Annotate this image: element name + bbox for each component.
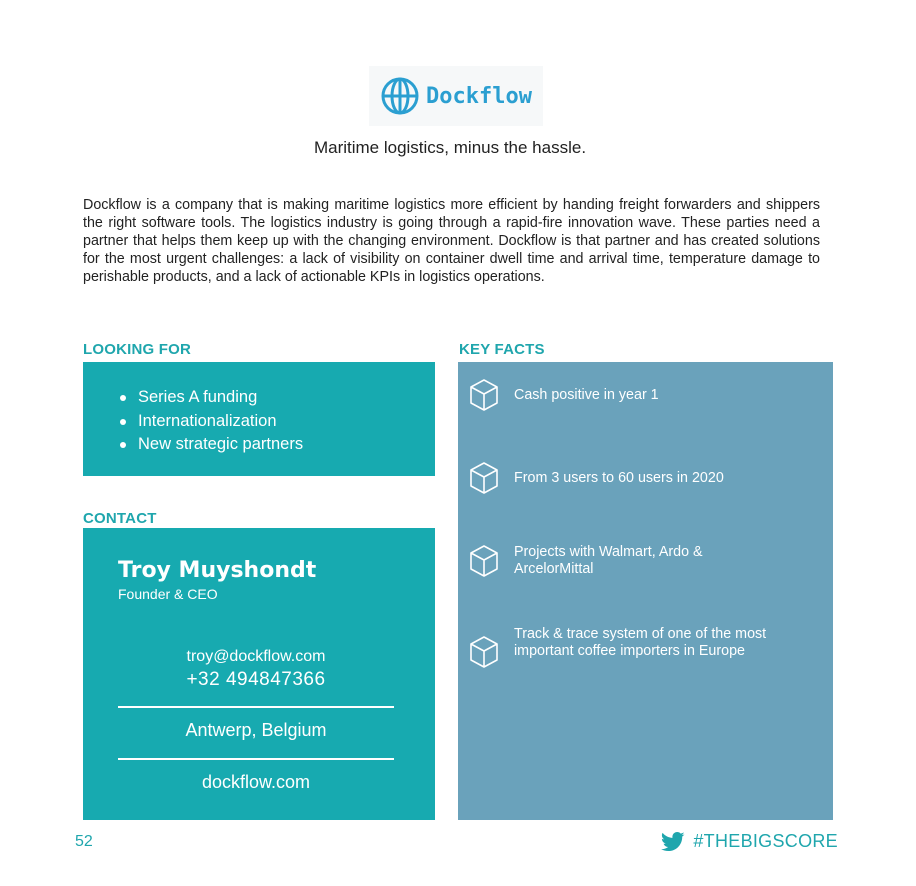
logo	[369, 66, 543, 126]
looking-for-item: Series A funding	[138, 386, 435, 410]
contact-heading: CONTACT	[83, 510, 157, 527]
twitter-icon	[661, 832, 685, 852]
cube-icon	[468, 544, 500, 578]
company-description: Dockflow is a company that is making maritime logistics more efficient by handing freight forwarders and shippers the right software tools. The logistics industry is going through a rapid-fire innovation wave. These parties need a partner that helps them keep up with the changing environment. Dockflow is that partner and has created solutions for the most urgent challenges: a lack of visibility on container dwell time and arrival time, temperature damage to perishable products, and a lack of actionable KPIs in logistics operations.	[83, 197, 820, 285]
looking-for-item: New strategic partners	[138, 433, 435, 457]
tagline: Maritime logistics, minus the hassle.	[313, 138, 587, 157]
page-number: 52	[75, 833, 93, 850]
key-fact-item	[468, 461, 784, 495]
contact-role: Founder & CEO	[118, 586, 218, 602]
key-fact-text: From 3 users to 60 users in 2020	[514, 470, 724, 486]
looking-for-panel	[83, 362, 435, 476]
divider	[118, 758, 394, 760]
key-facts-panel	[458, 362, 833, 820]
divider	[118, 706, 394, 708]
looking-for-item: Internationalization	[138, 410, 435, 434]
hashtag-text: #THEBIGSCORE	[693, 831, 838, 851]
contact-email[interactable]: troy@dockflow.com	[186, 648, 326, 665]
contact-website[interactable]: dockflow.com	[201, 772, 311, 792]
key-fact-text: Cash positive in year 1	[514, 387, 659, 403]
key-fact-text: Track & trace system of one of the most important coffee importers in Europe	[514, 626, 767, 659]
looking-for-heading: LOOKING FOR	[83, 341, 192, 358]
contact-phone[interactable]: +32 494847366	[186, 669, 326, 690]
logo-text: Dockflow	[426, 83, 532, 109]
cube-icon	[468, 461, 500, 495]
key-fact-item	[468, 378, 784, 412]
hashtag[interactable]	[661, 831, 838, 852]
key-fact-item	[468, 544, 784, 578]
contact-city: Antwerp, Belgium	[185, 720, 327, 740]
contact-panel	[83, 528, 435, 820]
cube-icon	[468, 378, 500, 412]
contact-name: Troy Muyshondt	[118, 558, 317, 583]
globe-icon	[380, 76, 420, 116]
key-fact-text: Projects with Walmart, Ardo & ArcelorMittal	[514, 544, 703, 577]
key-facts-heading: KEY FACTS	[459, 341, 545, 358]
key-fact-item	[468, 626, 784, 669]
cube-icon	[468, 635, 500, 669]
